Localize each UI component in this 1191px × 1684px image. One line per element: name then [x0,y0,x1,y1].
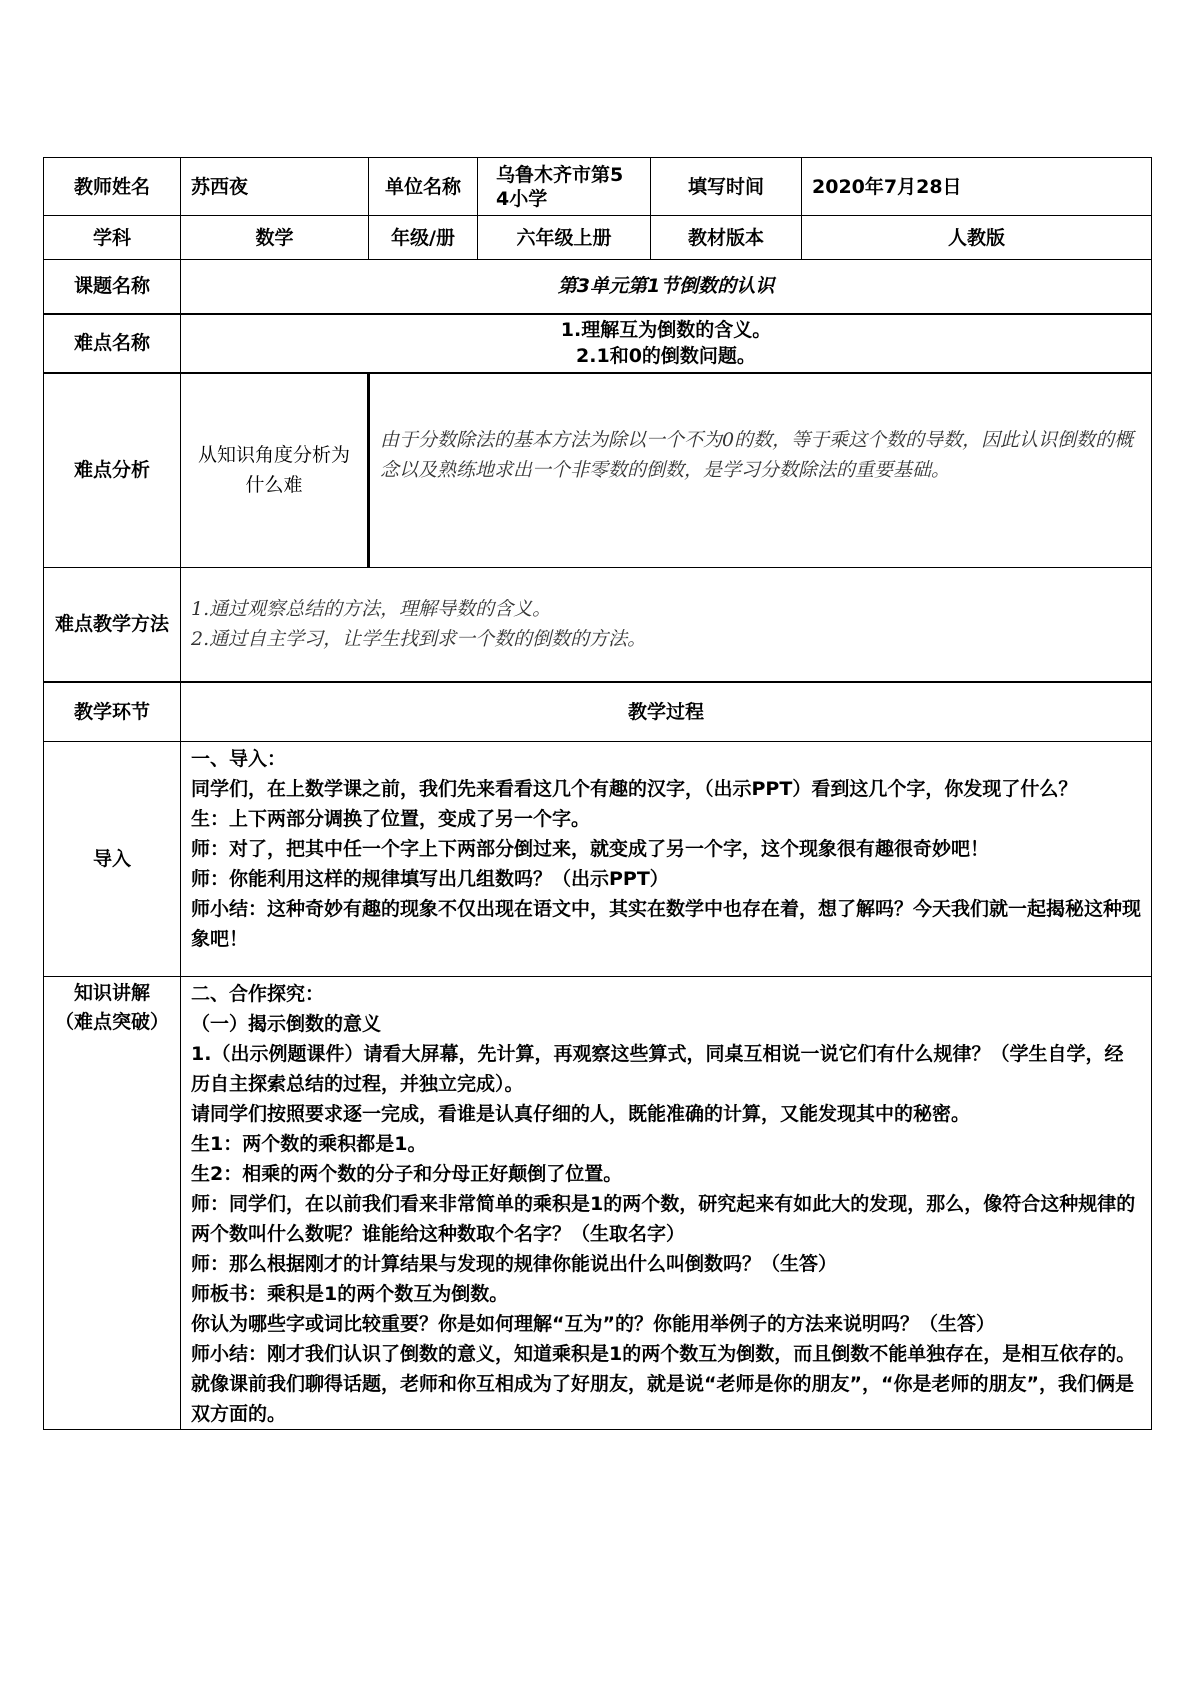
difficulty-line-1: 1.理解互为倒数的含义。 [560,319,772,341]
analysis-text: 由于分数除法的基本方法为除以一个不为0的数，等于乘这个数的导数，因此认识倒数的概念以及熟练地求出一个非零数的倒数，是学习分数除法的重要基础。 [369,373,1152,568]
intro-line: 师小结：这种奇妙有趣的现象不仅出现在语文中，其实在数学中也存在着，想了解吗？今天我们就一起揭秘这种现象吧！ [191,898,1142,950]
knowledge-line: 1.（出示例题课件）请看大屏幕，先计算，再观察这些算式，同桌互相说一说它们有什么规律？（学生自学，经历自主探索总结的过程，并独立完成）。 [191,1043,1124,1095]
knowledge-line: 二、合作探究： [191,983,325,1005]
intro-line: 同学们，在上数学课之前，我们先来看看这几个有趣的汉字，（出示PPT）看到这几个字，你发现了什么？ [191,778,1078,800]
knowledge-line: 生2：相乘的两个数的分子和分母正好颠倒了位置。 [191,1163,623,1185]
knowledge-line: 师板书：乘积是1的两个数互为倒数。 [191,1283,509,1305]
intro-line: 一、导入： [191,748,287,770]
grade-value: 六年级上册 [478,216,651,260]
lesson-plan-table [43,157,1152,1430]
analysis-label: 难点分析 [44,373,181,568]
knowledge-content [181,977,1152,1430]
knowledge-line: 师小结：刚才我们认识了倒数的意义，知道乘积是1的两个数互为倒数，而且倒数不能单独存在，是相互依存的。就像课前我们聊得话题，老师和你互相成为了好朋友，就是说“老师是你的朋友”，“你是老师的朋友”，我们俩是双方面的。 [191,1343,1136,1425]
subject-row [44,216,1152,260]
process-header-row [44,682,1152,742]
intro-line: 师：你能利用这样的规律填写出几组数吗？（出示PPT） [191,868,669,890]
grade-label: 年级/册 [369,216,478,260]
process-title: 教学过程 [181,682,1152,742]
difficulty-label: 难点名称 [44,314,181,373]
date-value: 2020年7月28日 [802,158,1152,216]
knowledge-label-line-2: （难点突破） [54,1011,169,1033]
difficulty-value [181,314,1152,373]
intro-line: 师：对了，把其中任一个字上下两部分倒过来，就变成了另一个字，这个现象很有趣很奇妙吧！ [191,838,990,860]
knowledge-line: 师：同学们，在以前我们看来非常简单的乘积是1的两个数，研究起来有如此大的发现，那么，像符合这种规律的两个数叫什么数呢？谁能给这种数取个名字？（生取名字） [191,1193,1136,1245]
intro-content [181,742,1152,977]
header-row [44,158,1152,216]
method-row [44,568,1152,682]
topic-label: 课题名称 [44,260,181,314]
unit-label: 单位名称 [369,158,478,216]
knowledge-line: 师：那么根据刚才的计算结果与发现的规律你能说出什么叫倒数吗？（生答） [191,1253,838,1275]
knowledge-label [44,977,181,1430]
intro-label: 导入 [44,742,181,977]
date-label: 填写时间 [651,158,802,216]
difficulty-row [44,314,1152,373]
subject-value: 数学 [181,216,369,260]
method-line-1: 1.通过观察总结的方法，理解导数的含义。 [191,598,552,621]
edition-value: 人教版 [802,216,1152,260]
analysis-sub-label: 从知识角度分析为什么难 [181,373,369,568]
difficulty-line-2: 2.1和0的倒数问题。 [576,345,756,367]
intro-line: 生：上下两部分调换了位置，变成了另一个字。 [191,808,591,830]
method-value [181,568,1152,682]
topic-row [44,260,1152,314]
method-label: 难点教学方法 [44,568,181,682]
method-line-2: 2.通过自主学习，让学生找到求一个数的倒数的方法。 [191,628,647,651]
knowledge-line: 请同学们按照要求逐一完成，看谁是认真仔细的人，既能准确的计算，又能发现其中的秘密。 [191,1103,971,1125]
knowledge-label-line-1: 知识讲解 [73,982,150,1004]
topic-value: 第3单元第1节倒数的认识 [181,260,1152,314]
teacher-label: 教师姓名 [44,158,181,216]
process-stage-label: 教学环节 [44,682,181,742]
unit-value: 乌鲁木齐市第54小学 [478,158,651,216]
subject-label: 学科 [44,216,181,260]
analysis-row [44,373,1152,568]
edition-label: 教材版本 [651,216,802,260]
knowledge-line: 生1：两个数的乘积都是1。 [191,1133,427,1155]
knowledge-line: 你认为哪些字或词比较重要？你是如何理解“互为”的？你能用举例子的方法来说明吗？（生答） [191,1313,995,1335]
knowledge-line: （一）揭示倒数的意义 [191,1013,382,1035]
knowledge-row [44,977,1152,1430]
intro-row [44,742,1152,977]
teacher-value: 苏西夜 [181,158,369,216]
